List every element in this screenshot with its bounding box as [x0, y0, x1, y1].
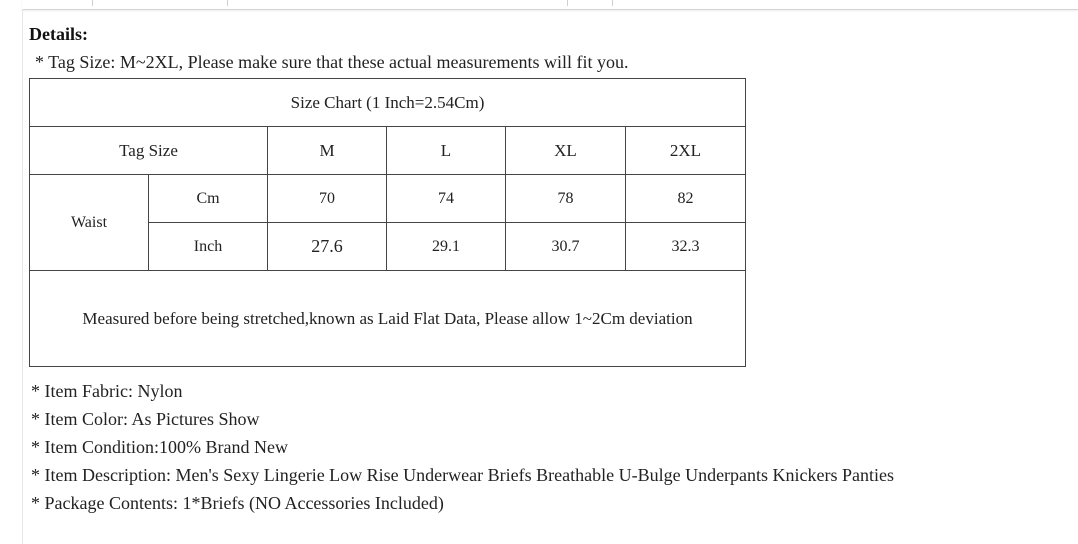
size-xl: XL — [506, 127, 626, 175]
item-condition: * Item Condition:100% Brand New — [31, 437, 288, 457]
inch-unit-label: Inch — [149, 223, 268, 271]
item-color: * Item Color: As Pictures Show — [31, 409, 260, 429]
size-chart-title-row — [30, 79, 746, 127]
content-left-border — [22, 9, 23, 544]
waist-cm-row — [30, 175, 746, 223]
waist-cm-xl: 78 — [506, 175, 626, 223]
waist-inch-l: 29.1 — [387, 223, 506, 271]
waist-cm-2xl: 82 — [626, 175, 746, 223]
item-description: * Item Description: Men's Sexy Lingerie Low Rise Underwear Briefs Breathable U-Bulge Underpants Knickers Panties — [31, 465, 895, 485]
waist-cm-m: 70 — [268, 175, 387, 223]
size-m: M — [268, 127, 387, 175]
size-2xl: 2XL — [626, 127, 746, 175]
cropped-text-fragment — [612, 0, 613, 6]
tag-size-label: Tag Size — [30, 127, 268, 175]
waist-inch-m: 27.6 — [268, 223, 387, 271]
details-heading: Details: — [29, 24, 88, 44]
item-fabric: * Item Fabric: Nylon — [31, 381, 183, 401]
cropped-text-fragment — [567, 0, 568, 6]
waist-inch-xl: 30.7 — [506, 223, 626, 271]
size-header-row — [30, 127, 746, 175]
package-contents: * Package Contents: 1*Briefs (NO Accessories Included) — [31, 493, 444, 513]
size-l: L — [387, 127, 506, 175]
cropped-text-fragment — [227, 0, 228, 6]
cropped-text-fragment — [92, 0, 93, 6]
top-border — [22, 0, 1078, 10]
waist-inch-2xl: 32.3 — [626, 223, 746, 271]
size-chart-table — [29, 78, 746, 367]
tag-size-line: * Tag Size: M~2XL, Please make sure that these actual measurements will fit you. — [35, 52, 629, 72]
item-details-list — [31, 377, 894, 517]
measurement-note: Measured before being stretched,known as Laid Flat Data, Please allow 1~2Cm deviation — [30, 271, 746, 367]
cm-unit-label: Cm — [149, 175, 268, 223]
waist-label: Waist — [30, 175, 149, 271]
size-chart-title: Size Chart (1 Inch=2.54Cm) — [30, 79, 746, 127]
measurement-note-row — [30, 271, 746, 367]
waist-cm-l: 74 — [387, 175, 506, 223]
